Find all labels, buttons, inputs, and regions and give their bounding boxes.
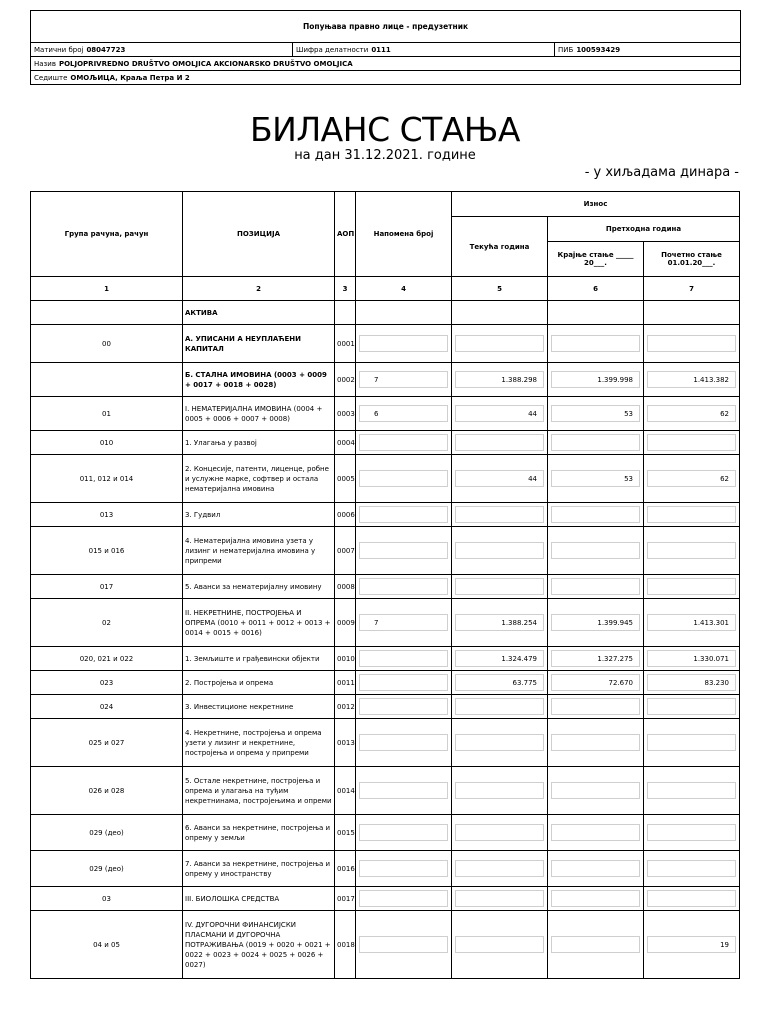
prev-end-cell xyxy=(548,363,644,397)
note-field[interactable]: 6 xyxy=(359,405,448,422)
prev-end-field[interactable]: 1.327.275 xyxy=(551,650,640,667)
aop-cell: 0004 xyxy=(335,431,356,455)
position-cell: 1. Улагања у развој xyxy=(183,431,335,455)
tax-id-cell xyxy=(555,43,740,56)
note-cell xyxy=(356,767,452,815)
table-row xyxy=(31,503,740,527)
current-year-cell xyxy=(452,647,548,671)
group-cell: 011, 012 и 014 xyxy=(31,455,183,503)
group-cell: 010 xyxy=(31,431,183,455)
prev-end-cell xyxy=(548,575,644,599)
note-cell xyxy=(356,887,452,911)
balance-sheet-table xyxy=(30,191,740,979)
table-row xyxy=(31,397,740,431)
current-year-cell xyxy=(452,503,548,527)
prev-end-field[interactable]: 72.670 xyxy=(551,674,640,691)
position-cell: IV. ДУГОРОЧНИ ФИНАНСИЈСКИ ПЛАСМАНИ И ДУГОРОЧНА ПОТРАЖИВАЊА (0019 + 0020 + 0021 + 0022 + 0023 + 0024 + 0025 + 0026 + 0027) xyxy=(183,911,335,979)
note-field[interactable] xyxy=(359,824,448,841)
prev-start-cell xyxy=(644,695,740,719)
table-row xyxy=(31,599,740,647)
prev-start-cell xyxy=(644,575,740,599)
aop-cell: 0006 xyxy=(335,503,356,527)
note-field[interactable] xyxy=(359,434,448,451)
note-cell xyxy=(356,455,452,503)
note-cell xyxy=(356,671,452,695)
prev-start-cell xyxy=(644,911,740,979)
registration-number-cell xyxy=(31,43,293,56)
current-year-field[interactable] xyxy=(455,335,544,352)
current-year-cell xyxy=(452,363,548,397)
note-field[interactable] xyxy=(359,542,448,559)
prev-end-field[interactable]: 1.399.998 xyxy=(551,371,640,388)
group-cell: 024 xyxy=(31,695,183,719)
prev-start-field[interactable] xyxy=(647,734,736,751)
prev-end-cell xyxy=(548,599,644,647)
position-cell: АКТИВА xyxy=(183,301,335,325)
group-cell: 015 и 016 xyxy=(31,527,183,575)
prev-start-field[interactable] xyxy=(647,542,736,559)
prev-end-cell xyxy=(548,719,644,767)
aop-cell: 0012 xyxy=(335,695,356,719)
table-row xyxy=(31,671,740,695)
table-row xyxy=(31,325,740,363)
position-cell: 5. Остале некретнине, постројења и опрема и улагања на туђим некретнинама, постројењима и опреми xyxy=(183,767,335,815)
group-cell: 02 xyxy=(31,599,183,647)
prev-start-field[interactable] xyxy=(647,335,736,352)
company-name-cell xyxy=(31,57,353,70)
col-number-4: 4 xyxy=(356,277,452,301)
current-year-field[interactable]: 44 xyxy=(455,470,544,487)
aop-cell: 0017 xyxy=(335,887,356,911)
position-cell: II. НЕКРЕТНИНЕ, ПОСТРОЈЕЊА И ОПРЕМА (0010 + 0011 + 0012 + 0013 + 0014 + 0015 + 0016) xyxy=(183,599,335,647)
prev-end-cell xyxy=(548,455,644,503)
note-field[interactable] xyxy=(359,470,448,487)
prev-end-field[interactable] xyxy=(551,542,640,559)
note-field[interactable] xyxy=(359,650,448,667)
prev-end-cell xyxy=(548,767,644,815)
note-field[interactable] xyxy=(359,674,448,691)
seat-label: Седиште xyxy=(34,73,68,82)
table-row xyxy=(31,301,740,325)
current-year-field[interactable] xyxy=(455,824,544,841)
note-field[interactable]: 7 xyxy=(359,371,448,388)
prev-start-cell xyxy=(644,767,740,815)
position-cell: 6. Аванси за некретнине, постројења и опрему у земљи xyxy=(183,815,335,851)
prev-start-field[interactable] xyxy=(647,860,736,877)
prev-end-field[interactable] xyxy=(551,782,640,799)
note-field[interactable] xyxy=(359,890,448,907)
prev-end-field[interactable] xyxy=(551,698,640,715)
position-cell: III. БИОЛОШКА СРЕДСТВА xyxy=(183,887,335,911)
prev-start-field[interactable] xyxy=(647,434,736,451)
prev-start-cell xyxy=(644,455,740,503)
seat-cell xyxy=(31,71,190,84)
registration-number-label: Матични број xyxy=(34,45,84,54)
prev-start-field[interactable]: 1.330.071 xyxy=(647,650,736,667)
current-year-cell xyxy=(452,325,548,363)
table-row xyxy=(31,527,740,575)
company-name-value: POLJOPRIVREDNO DRUŠTVO OMOLJICA AKCIONARSKO DRUŠTVO OMOLJICA xyxy=(58,59,353,68)
prev-end-cell xyxy=(548,887,644,911)
prev-end-cell xyxy=(548,503,644,527)
aop-cell: 0016 xyxy=(335,851,356,887)
prev-start-cell xyxy=(644,397,740,431)
group-cell: 029 (део) xyxy=(31,815,183,851)
group-cell: 025 и 027 xyxy=(31,719,183,767)
current-year-cell xyxy=(452,695,548,719)
table-row xyxy=(31,911,740,979)
aop-cell: 0009 xyxy=(335,599,356,647)
table-row xyxy=(31,815,740,851)
note-field[interactable] xyxy=(359,860,448,877)
position-cell: А. УПИСАНИ А НЕУПЛАЋЕНИ КАПИТАЛ xyxy=(183,325,335,363)
current-year-field[interactable] xyxy=(455,936,544,953)
aop-cell: 0014 xyxy=(335,767,356,815)
current-year-cell xyxy=(452,767,548,815)
note-field[interactable] xyxy=(359,506,448,523)
note-field[interactable] xyxy=(359,936,448,953)
prev-start-field[interactable] xyxy=(647,782,736,799)
current-year-field[interactable] xyxy=(455,734,544,751)
seat-value: ОМОЉИЦА, Краља Петра И 2 xyxy=(70,73,190,82)
position-cell: 2. Постројења и опрема xyxy=(183,671,335,695)
prev-start-field[interactable]: 62 xyxy=(647,470,736,487)
current-year-field[interactable]: 63.775 xyxy=(455,674,544,691)
current-year-cell xyxy=(452,671,548,695)
prev-end-cell xyxy=(548,431,644,455)
col-position-header: ПОЗИЦИЈА xyxy=(183,192,335,277)
table-row xyxy=(31,575,740,599)
aop-cell: 0008 xyxy=(335,575,356,599)
current-year-cell xyxy=(452,575,548,599)
current-year-field[interactable] xyxy=(455,578,544,595)
position-cell: 5. Аванси за нематеријалну имовину xyxy=(183,575,335,599)
prev-end-cell xyxy=(548,325,644,363)
current-year-cell xyxy=(452,719,548,767)
current-year-field[interactable]: 1.388.254 xyxy=(455,614,544,631)
note-field[interactable] xyxy=(359,782,448,799)
aop-cell: 0002 xyxy=(335,363,356,397)
aop-cell: 0003 xyxy=(335,397,356,431)
table-row xyxy=(31,363,740,397)
prev-end-cell xyxy=(548,695,644,719)
prev-end-field[interactable]: 1.399.945 xyxy=(551,614,640,631)
note-cell xyxy=(356,599,452,647)
current-year-cell xyxy=(452,455,548,503)
col-number-6: 6 xyxy=(548,277,644,301)
prev-end-field[interactable] xyxy=(551,335,640,352)
current-year-cell xyxy=(452,527,548,575)
current-year-field[interactable]: 1.388.298 xyxy=(455,371,544,388)
prev-start-cell xyxy=(644,363,740,397)
aop-cell: 0018 xyxy=(335,911,356,979)
registration-number-value: 08047723 xyxy=(86,45,126,54)
table-row xyxy=(31,767,740,815)
prev-start-cell xyxy=(644,851,740,887)
note-cell xyxy=(356,911,452,979)
position-cell: 2. Концесије, патенти, лиценце, робне и услужне марке, софтвер и остала нематеријална имовина xyxy=(183,455,335,503)
prev-end-field[interactable]: 53 xyxy=(551,405,640,422)
current-year-field[interactable] xyxy=(455,782,544,799)
aop-cell: 0015 xyxy=(335,815,356,851)
prev-end-field[interactable] xyxy=(551,824,640,841)
aop-cell xyxy=(335,301,356,325)
prev-end-cell xyxy=(548,671,644,695)
prev-start-cell xyxy=(644,301,740,325)
activity-code-value: 0111 xyxy=(371,45,391,54)
prev-start-cell xyxy=(644,647,740,671)
prev-start-cell xyxy=(644,599,740,647)
prev-start-cell xyxy=(644,887,740,911)
col-number-2: 2 xyxy=(183,277,335,301)
tax-id-label: ПИБ xyxy=(558,45,574,54)
prev-end-cell xyxy=(548,911,644,979)
note-cell xyxy=(356,851,452,887)
prev-start-field[interactable]: 83.230 xyxy=(647,674,736,691)
units-note: - у хиљадама динара - xyxy=(584,165,739,180)
col-number-7: 7 xyxy=(644,277,740,301)
note-cell xyxy=(356,527,452,575)
prev-end-cell xyxy=(548,647,644,671)
note-cell xyxy=(356,815,452,851)
prev-end-field[interactable] xyxy=(551,734,640,751)
note-cell xyxy=(356,431,452,455)
prev-end-field[interactable] xyxy=(551,506,640,523)
prev-start-field[interactable] xyxy=(647,506,736,523)
activity-code-label: Шифра делатности xyxy=(296,45,369,54)
prev-start-field[interactable] xyxy=(647,578,736,595)
company-name-row xyxy=(31,57,740,71)
table-row xyxy=(31,887,740,911)
col-number-3: 3 xyxy=(335,277,356,301)
prev-start-field[interactable] xyxy=(647,890,736,907)
current-year-cell xyxy=(452,815,548,851)
current-year-field[interactable] xyxy=(455,890,544,907)
prev-end-cell xyxy=(548,527,644,575)
tax-id-value: 100593429 xyxy=(576,45,621,54)
note-field[interactable]: 7 xyxy=(359,614,448,631)
current-year-field[interactable] xyxy=(455,860,544,877)
note-cell xyxy=(356,325,452,363)
col-note-header: Напомена број xyxy=(356,192,452,277)
position-cell: 4. Некретнине, постројења и опрема узети у лизинг и некретнине, постројења и опрема у припреми xyxy=(183,719,335,767)
prev-start-cell xyxy=(644,815,740,851)
note-cell xyxy=(356,397,452,431)
prev-start-cell xyxy=(644,719,740,767)
prev-start-cell xyxy=(644,671,740,695)
current-year-field[interactable]: 1.324.479 xyxy=(455,650,544,667)
table-row xyxy=(31,851,740,887)
company-header xyxy=(30,10,741,85)
col-group-header: Група рачуна, рачун xyxy=(31,192,183,277)
current-year-cell xyxy=(452,397,548,431)
note-cell xyxy=(356,719,452,767)
group-cell: 013 xyxy=(31,503,183,527)
position-cell: 1. Земљиште и грађевински објекти xyxy=(183,647,335,671)
page-title: БИЛАНС СТАЊА xyxy=(250,110,520,149)
note-cell xyxy=(356,695,452,719)
prev-end-cell xyxy=(548,301,644,325)
table-row xyxy=(31,455,740,503)
note-cell xyxy=(356,647,452,671)
prev-end-field[interactable]: 53 xyxy=(551,470,640,487)
position-cell: 3. Инвестиционе некретнине xyxy=(183,695,335,719)
table-row xyxy=(31,431,740,455)
position-cell: Б. СТАЛНА ИМОВИНА (0003 + 0009 + 0017 + 0018 + 0028) xyxy=(183,363,335,397)
col-prev-start-header: Почетно стање 01.01.20___. xyxy=(644,242,740,277)
current-year-cell xyxy=(452,431,548,455)
current-year-field[interactable] xyxy=(455,698,544,715)
current-year-field[interactable] xyxy=(455,542,544,559)
group-cell: 03 xyxy=(31,887,183,911)
current-year-cell xyxy=(452,599,548,647)
aop-cell: 0005 xyxy=(335,455,356,503)
current-year-cell xyxy=(452,911,548,979)
group-cell xyxy=(31,301,183,325)
current-year-field[interactable] xyxy=(455,434,544,451)
prev-start-field[interactable]: 1.413.301 xyxy=(647,614,736,631)
table-row xyxy=(31,719,740,767)
position-cell: I. НЕМАТЕРИЈАЛНА ИМОВИНА (0004 + 0005 + 0006 + 0007 + 0008) xyxy=(183,397,335,431)
prev-start-field[interactable]: 1.413.382 xyxy=(647,371,736,388)
table-header xyxy=(31,192,740,301)
company-name-label: Назив xyxy=(34,59,56,68)
group-cell xyxy=(31,363,183,397)
table-body xyxy=(31,301,740,979)
note-cell xyxy=(356,503,452,527)
aop-cell: 0013 xyxy=(335,719,356,767)
position-cell: 7. Аванси за некретнине, постројења и опрему у иностранству xyxy=(183,851,335,887)
position-cell: 3. Гудвил xyxy=(183,503,335,527)
current-year-cell xyxy=(452,887,548,911)
col-number-5: 5 xyxy=(452,277,548,301)
note-field[interactable] xyxy=(359,335,448,352)
prev-start-cell xyxy=(644,431,740,455)
prev-end-cell xyxy=(548,815,644,851)
prev-end-field[interactable] xyxy=(551,434,640,451)
prev-end-cell xyxy=(548,851,644,887)
prev-end-field[interactable] xyxy=(551,890,640,907)
page-subtitle: на дан 31.12.2021. године xyxy=(294,148,476,163)
aop-cell: 0010 xyxy=(335,647,356,671)
col-current-year-header: Текућа година xyxy=(452,217,548,277)
registry-row xyxy=(31,43,740,57)
filled-by-label: Попуњава правно лице - предузетник xyxy=(31,11,740,43)
prev-start-field[interactable]: 19 xyxy=(647,936,736,953)
prev-start-cell xyxy=(644,325,740,363)
prev-end-field[interactable] xyxy=(551,578,640,595)
table-row xyxy=(31,647,740,671)
group-cell: 04 и 05 xyxy=(31,911,183,979)
prev-start-cell xyxy=(644,503,740,527)
activity-code-cell xyxy=(293,43,555,56)
current-year-cell xyxy=(452,851,548,887)
prev-start-cell xyxy=(644,527,740,575)
aop-cell: 0011 xyxy=(335,671,356,695)
group-cell: 00 xyxy=(31,325,183,363)
prev-start-field[interactable]: 62 xyxy=(647,405,736,422)
group-cell: 026 и 028 xyxy=(31,767,183,815)
note-field[interactable] xyxy=(359,734,448,751)
table-row xyxy=(31,695,740,719)
col-prev-end-header: Крајње стање _____ 20___. xyxy=(548,242,644,277)
current-year-cell xyxy=(452,301,548,325)
note-cell xyxy=(356,575,452,599)
col-previous-year-header: Претходна година xyxy=(548,217,740,242)
note-cell xyxy=(356,301,452,325)
prev-start-field[interactable] xyxy=(647,824,736,841)
current-year-field[interactable] xyxy=(455,506,544,523)
current-year-field[interactable]: 44 xyxy=(455,405,544,422)
prev-end-field[interactable] xyxy=(551,860,640,877)
prev-end-field[interactable] xyxy=(551,936,640,953)
note-field[interactable] xyxy=(359,578,448,595)
note-cell xyxy=(356,363,452,397)
col-amount-header: Износ xyxy=(452,192,740,217)
group-cell: 029 (део) xyxy=(31,851,183,887)
group-cell: 01 xyxy=(31,397,183,431)
note-field[interactable] xyxy=(359,698,448,715)
prev-end-cell xyxy=(548,397,644,431)
group-cell: 020, 021 и 022 xyxy=(31,647,183,671)
position-cell: 4. Нематеријална имовина узета у лизинг и нематеријална имовина у припреми xyxy=(183,527,335,575)
group-cell: 023 xyxy=(31,671,183,695)
aop-cell: 0001 xyxy=(335,325,356,363)
group-cell: 017 xyxy=(31,575,183,599)
seat-row xyxy=(31,71,740,84)
col-aop-header: АОП xyxy=(335,192,356,277)
col-number-1: 1 xyxy=(31,277,183,301)
prev-start-field[interactable] xyxy=(647,698,736,715)
aop-cell: 0007 xyxy=(335,527,356,575)
